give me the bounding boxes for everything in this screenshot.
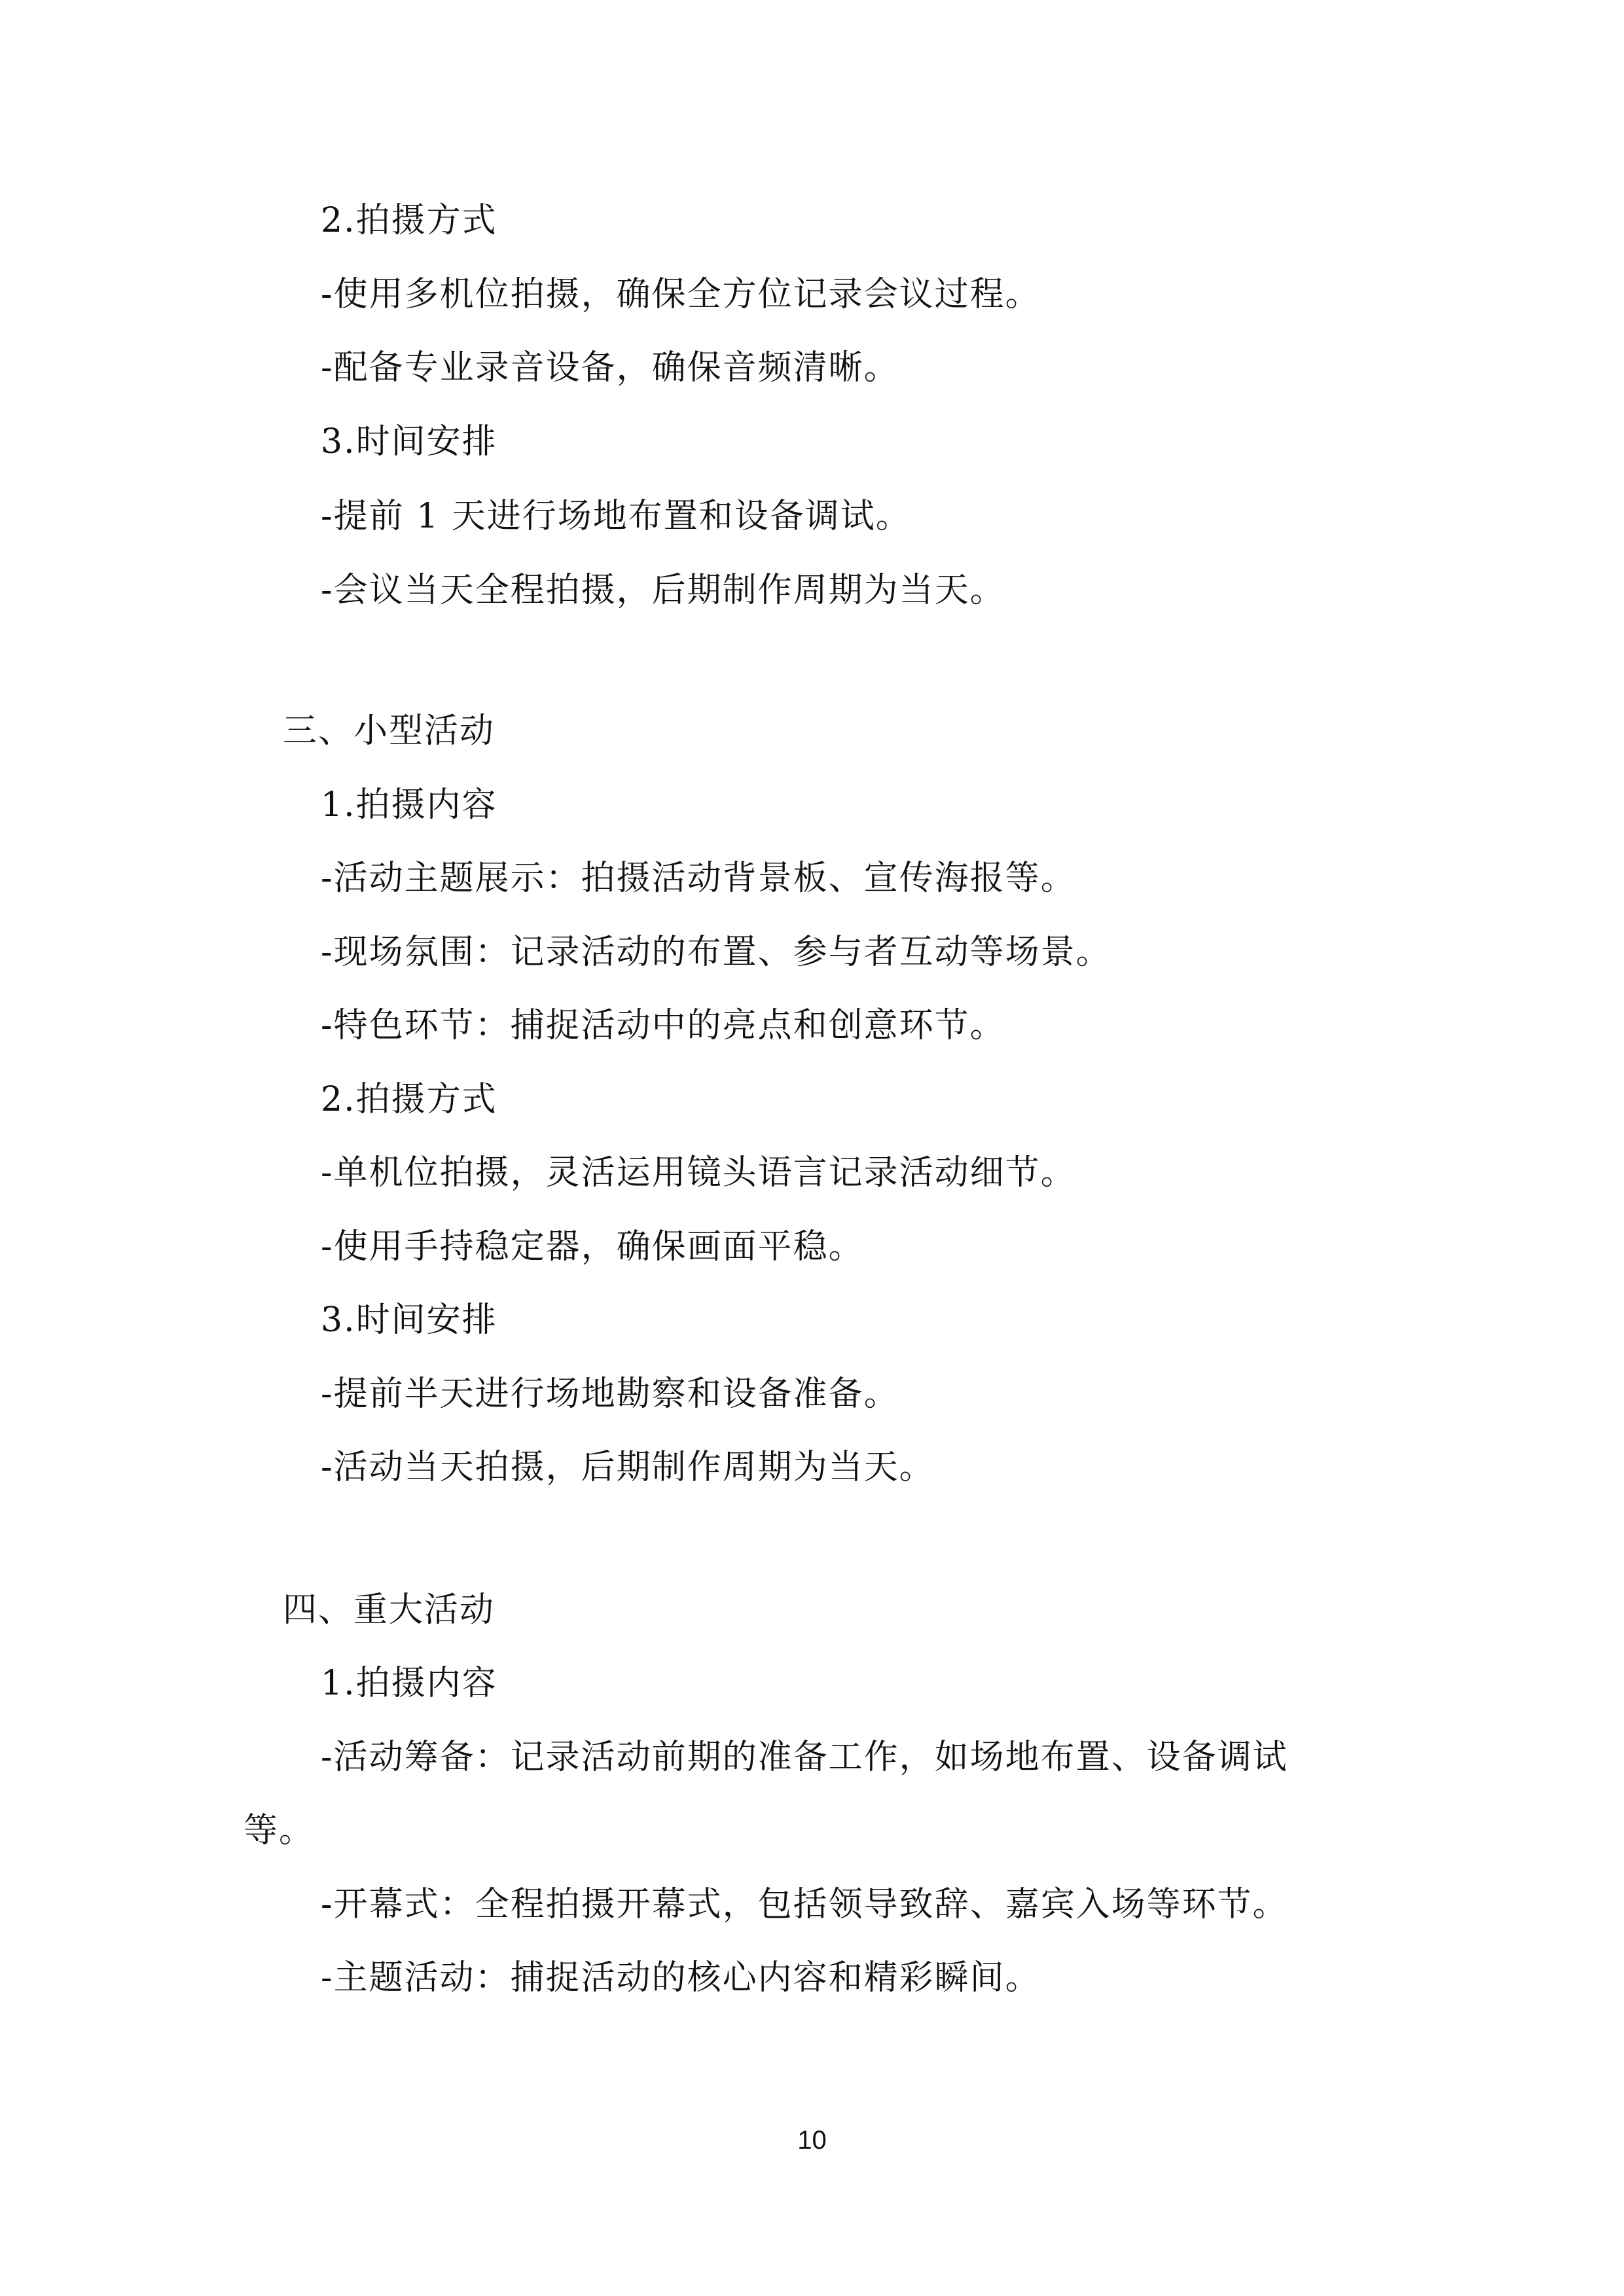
paragraph-line: -活动当天拍摄，后期制作周期为当天。	[321, 1448, 935, 1487]
paragraph-line-continuation: 等。	[244, 1811, 315, 1850]
paragraph-line: -特色环节：捕捉活动中的亮点和创意环节。	[321, 1006, 1005, 1045]
paragraph-line: -使用手持稳定器，确保画面平稳。	[321, 1227, 864, 1266]
paragraph-line: -活动筹备：记录活动前期的准备工作，如场地布置、设备调试	[321, 1738, 1288, 1777]
subheading-shooting-method: 2.拍摄方式	[321, 1080, 497, 1119]
paragraph-line: -主题活动：捕捉活动的核心内容和精彩瞬间。	[321, 1958, 1041, 1998]
paragraph-line: -使用多机位拍摄，确保全方位记录会议过程。	[321, 275, 1041, 314]
paragraph-line: -现场氛围：记录活动的布置、参与者互动等场景。	[321, 933, 1111, 972]
subheading-shooting-content: 1.拍摄内容	[321, 1664, 497, 1703]
paragraph-line: -会议当天全程拍摄，后期制作周期为当天。	[321, 571, 1005, 610]
paragraph-line: -提前 1 天进行场地布置和设备调试。	[321, 497, 911, 536]
subheading-time-arrangement: 3.时间安排	[321, 1300, 497, 1340]
page-number: 10	[797, 2126, 827, 2155]
subheading-shooting-method: 2.拍摄方式	[321, 201, 497, 240]
subheading-shooting-content: 1.拍摄内容	[321, 785, 497, 825]
subheading-time-arrangement: 3.时间安排	[321, 422, 497, 461]
section-heading-small-events: 三、小型活动	[283, 711, 496, 751]
paragraph-line: -开幕式：全程拍摄开幕式，包括领导致辞、嘉宾入场等环节。	[321, 1885, 1288, 1924]
paragraph-line: -单机位拍摄，灵活运用镜头语言记录活动细节。	[321, 1153, 1076, 1193]
paragraph-line: -提前半天进行场地勘察和设备准备。	[321, 1374, 899, 1414]
paragraph-line: -活动主题展示：拍摄活动背景板、宣传海报等。	[321, 859, 1076, 898]
paragraph-line: -配备专业录音设备，确保音频清晰。	[321, 348, 899, 387]
section-heading-major-events: 四、重大活动	[283, 1590, 496, 1630]
